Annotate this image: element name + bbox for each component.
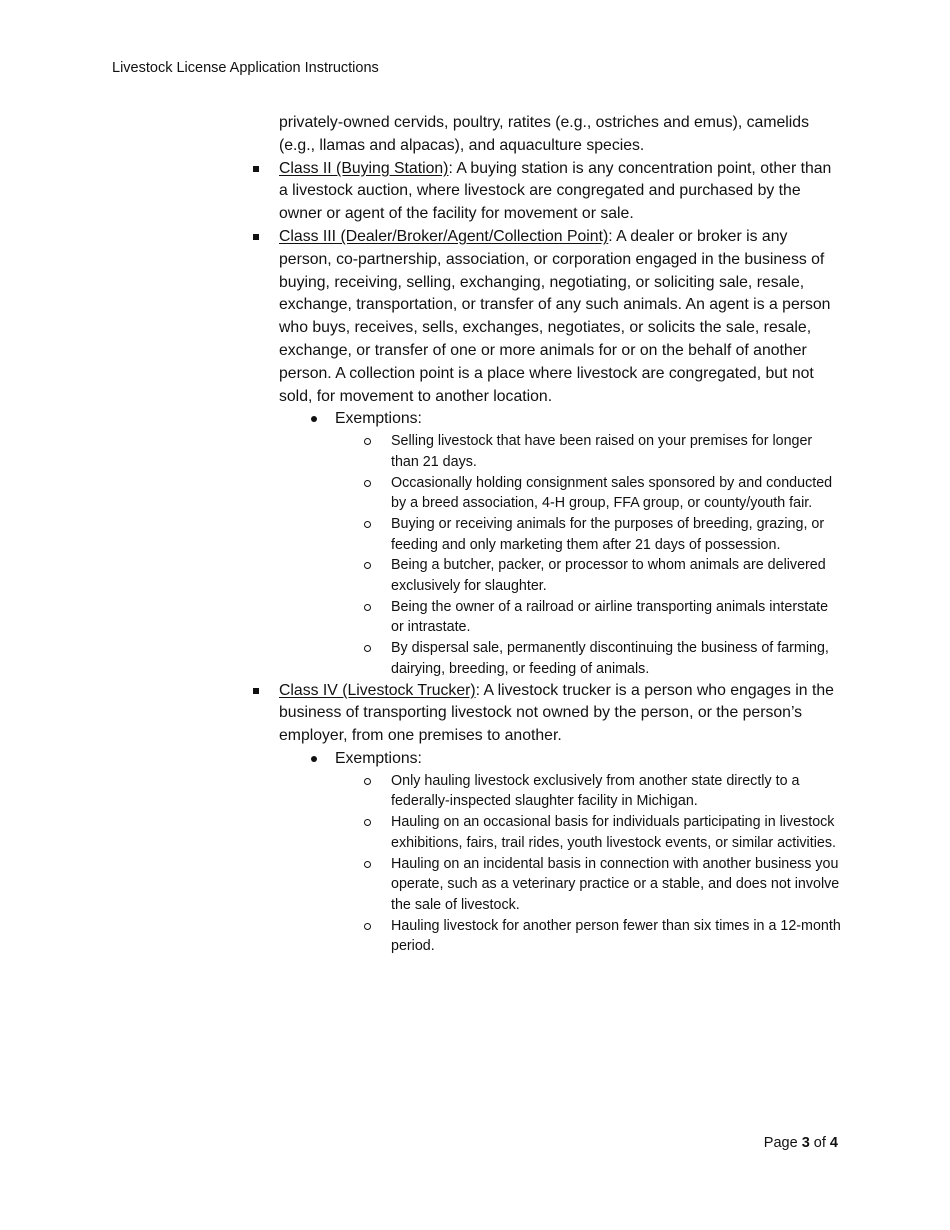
circle-bullet-icon	[364, 819, 371, 826]
exemption-text: Occasionally holding consignment sales sponsored by and conducted by a breed association, 4-H group, FFA group, or county/youth fair.	[391, 474, 833, 512]
class-ii-item	[253, 158, 843, 226]
exemptions-label: Exemptions:	[335, 410, 422, 428]
class-iv-exemption-list	[363, 771, 843, 957]
class-iii-exemptions	[309, 408, 843, 431]
exemption-item	[363, 916, 843, 957]
exemption-item	[363, 812, 843, 853]
exemption-text: Hauling on an occasional basis for individuals participating in livestock exhibitions, fairs, trail rides, youth livestock events, or similar activities.	[391, 814, 836, 851]
circle-bullet-icon	[364, 861, 371, 868]
page-number: 3	[801, 1135, 810, 1151]
exemptions-label: Exemptions:	[335, 749, 422, 767]
exemption-text: Being the owner of a railroad or airline transporting animals interstate or intrastate.	[391, 598, 829, 636]
class-description: : A dealer or broker is any person, co-partnership, association, or corporation engaged in the business of buying, receiving, selling, exchanging, negotiating, or soliciting sale, resale, exchange, transportation, or transfer of any such animals. An agent is a person who buys, receives, sells, exchanges, negotiates, or solicits the sale, resale, exchange, or transfer of one or more animals for or on the behalf of another person. A collection point is a place where livestock are congregated, but not sold, for movement to another location.	[279, 227, 831, 405]
total-pages: 4	[829, 1135, 838, 1151]
circle-bullet-icon	[364, 562, 371, 569]
round-bullet-icon	[311, 416, 317, 422]
exemption-item	[363, 473, 843, 514]
circle-bullet-icon	[364, 521, 371, 528]
exemption-text: Hauling on an incidental basis in connection with another business you operate, such as a veterinary practice or a stable, and does not involve the sale of livestock.	[391, 855, 840, 913]
circle-bullet-icon	[364, 923, 371, 930]
exemption-text: Only hauling livestock exclusively from another state directly to a federally-inspected slaughter facility in Michigan.	[391, 772, 800, 810]
round-bullet-icon	[311, 756, 317, 762]
circle-bullet-icon	[364, 604, 371, 611]
class-title: Class III (Dealer/Broker/Agent/Collection Point)	[279, 227, 609, 245]
class-description: : A buying station is any concentration point, other than a livestock auction, where livestock are congregated and purchased by the owner or agent of the facility for movement or sale.	[279, 159, 832, 223]
circle-bullet-icon	[364, 645, 371, 652]
running-header: Livestock License Application Instructions	[112, 60, 379, 76]
exemption-text: By dispersal sale, permanently discontinuing the business of farming, dairying, breeding, or feeding of animals.	[391, 640, 829, 677]
exemption-item	[363, 555, 843, 596]
of-label: of	[813, 1135, 826, 1151]
class-description: : A livestock trucker is a person who engages in the business of transporting livestock not owned by the person, or the person’s employer, from one premises to another.	[279, 681, 834, 745]
exemption-item	[363, 638, 843, 679]
exemption-text: Being a butcher, packer, or processor to whom animals are delivered exclusively for slaughter.	[391, 557, 826, 595]
square-bullet-icon	[253, 234, 259, 240]
exemption-text: Buying or receiving animals for the purposes of breeding, grazing, or feeding and only marketing them after 21 days of possession.	[391, 515, 825, 553]
exemption-item	[363, 771, 843, 812]
class-iv-item	[253, 680, 843, 748]
exemption-item	[363, 597, 843, 638]
class-title: Class II (Buying Station)	[279, 159, 449, 177]
class-iv-exemptions	[309, 748, 843, 771]
exemption-text: Hauling livestock for another person fewer than six times in a 12-month period.	[391, 917, 841, 955]
exemption-text: Selling livestock that have been raised on your premises for longer than 21 days.	[391, 433, 813, 470]
page-label: Page	[763, 1135, 798, 1151]
circle-bullet-icon	[364, 438, 371, 445]
circle-bullet-icon	[364, 778, 371, 785]
square-bullet-icon	[253, 688, 259, 694]
class-title: Class IV (Livestock Trucker)	[279, 681, 476, 699]
exemption-item	[363, 514, 843, 555]
class-iii-item	[253, 226, 843, 408]
circle-bullet-icon	[364, 480, 371, 487]
square-bullet-icon	[253, 166, 259, 172]
class-iii-exemption-list	[363, 431, 843, 679]
page-content	[253, 112, 843, 957]
continuation-paragraph: privately-owned cervids, poultry, ratites (e.g., ostriches and emus), camelids (e.g., llamas and alpacas), and aquaculture species.	[279, 114, 809, 154]
page-footer	[764, 1133, 838, 1153]
exemption-item	[363, 431, 843, 472]
exemption-item	[363, 854, 843, 916]
